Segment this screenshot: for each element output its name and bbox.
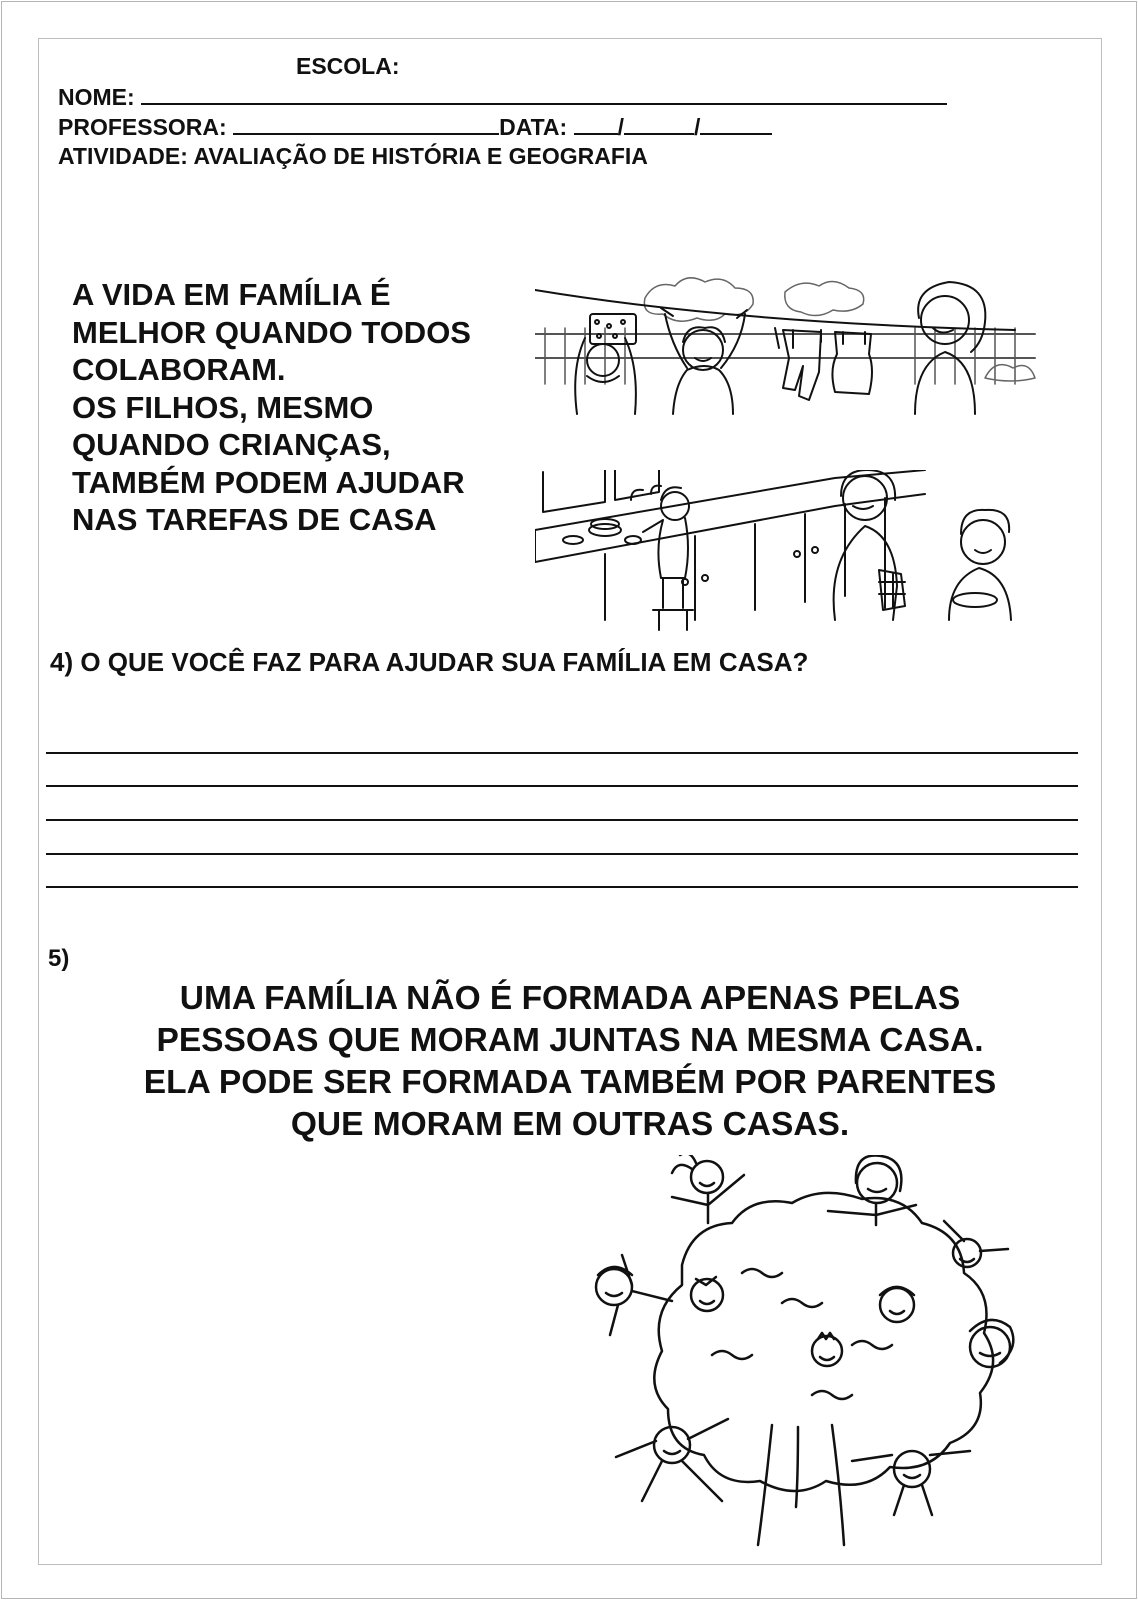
intro-line: TAMBÉM PODEM AJUDAR — [72, 464, 465, 500]
date-separator: / — [617, 114, 624, 140]
data-label: DATA: — [499, 114, 568, 140]
date-year-field[interactable] — [700, 115, 772, 135]
professora-field[interactable] — [233, 115, 499, 135]
intro-line: OS FILHOS, MESMO — [72, 389, 374, 425]
intro-line: COLABORAM. — [72, 352, 286, 387]
question-5-line: UMA FAMÍLIA NÃO É FORMADA APENAS PELAS — [179, 980, 961, 1017]
question-5-line: QUE MORAM EM OUTRAS CASAS. — [290, 1106, 850, 1143]
date-day-field[interactable] — [574, 115, 618, 135]
intro-line: MELHOR QUANDO TODOS — [72, 314, 471, 350]
intro-line: NAS TAREFAS DE CASA — [72, 502, 437, 537]
date-month-field[interactable] — [624, 115, 694, 135]
atividade-line: ATIVIDADE: AVALIAÇÃO DE HISTÓRIA E GEOGRAFIA — [58, 143, 648, 169]
question-4: 4) O QUE VOCÊ FAZ PARA AJUDAR SUA FAMÍLIA EM CASA? — [50, 647, 809, 677]
intro-line: QUANDO CRIANÇAS, — [72, 427, 391, 462]
family-tree-illustration — [592, 1155, 1042, 1555]
answer-line[interactable] — [46, 752, 1078, 754]
answer-line[interactable] — [46, 785, 1078, 787]
nome-row — [58, 84, 947, 111]
question-5-number: 5) — [48, 945, 70, 972]
question-5-line: PESSOAS QUE MORAM JUNTAS NA MESMA CASA. — [156, 1022, 984, 1059]
professora-row — [58, 114, 772, 141]
kitchen-illustration — [535, 470, 1045, 636]
clothesline-illustration — [535, 268, 1045, 428]
question-5-text — [48, 978, 1092, 1146]
question-5-line: ELA PODE SER FORMADA TAMBÉM POR PARENTES — [143, 1064, 997, 1101]
date-separator: / — [693, 114, 701, 140]
intro-paragraph — [72, 276, 471, 539]
professora-label: PROFESSORA: — [58, 114, 227, 140]
intro-line: A VIDA EM FAMÍLIA É — [72, 277, 391, 312]
nome-label: NOME: — [58, 84, 135, 110]
answer-line[interactable] — [46, 853, 1078, 855]
escola-label: ESCOLA: — [296, 53, 400, 79]
answer-line[interactable] — [46, 819, 1078, 821]
answer-line[interactable] — [46, 886, 1078, 888]
nome-field[interactable] — [141, 85, 947, 105]
